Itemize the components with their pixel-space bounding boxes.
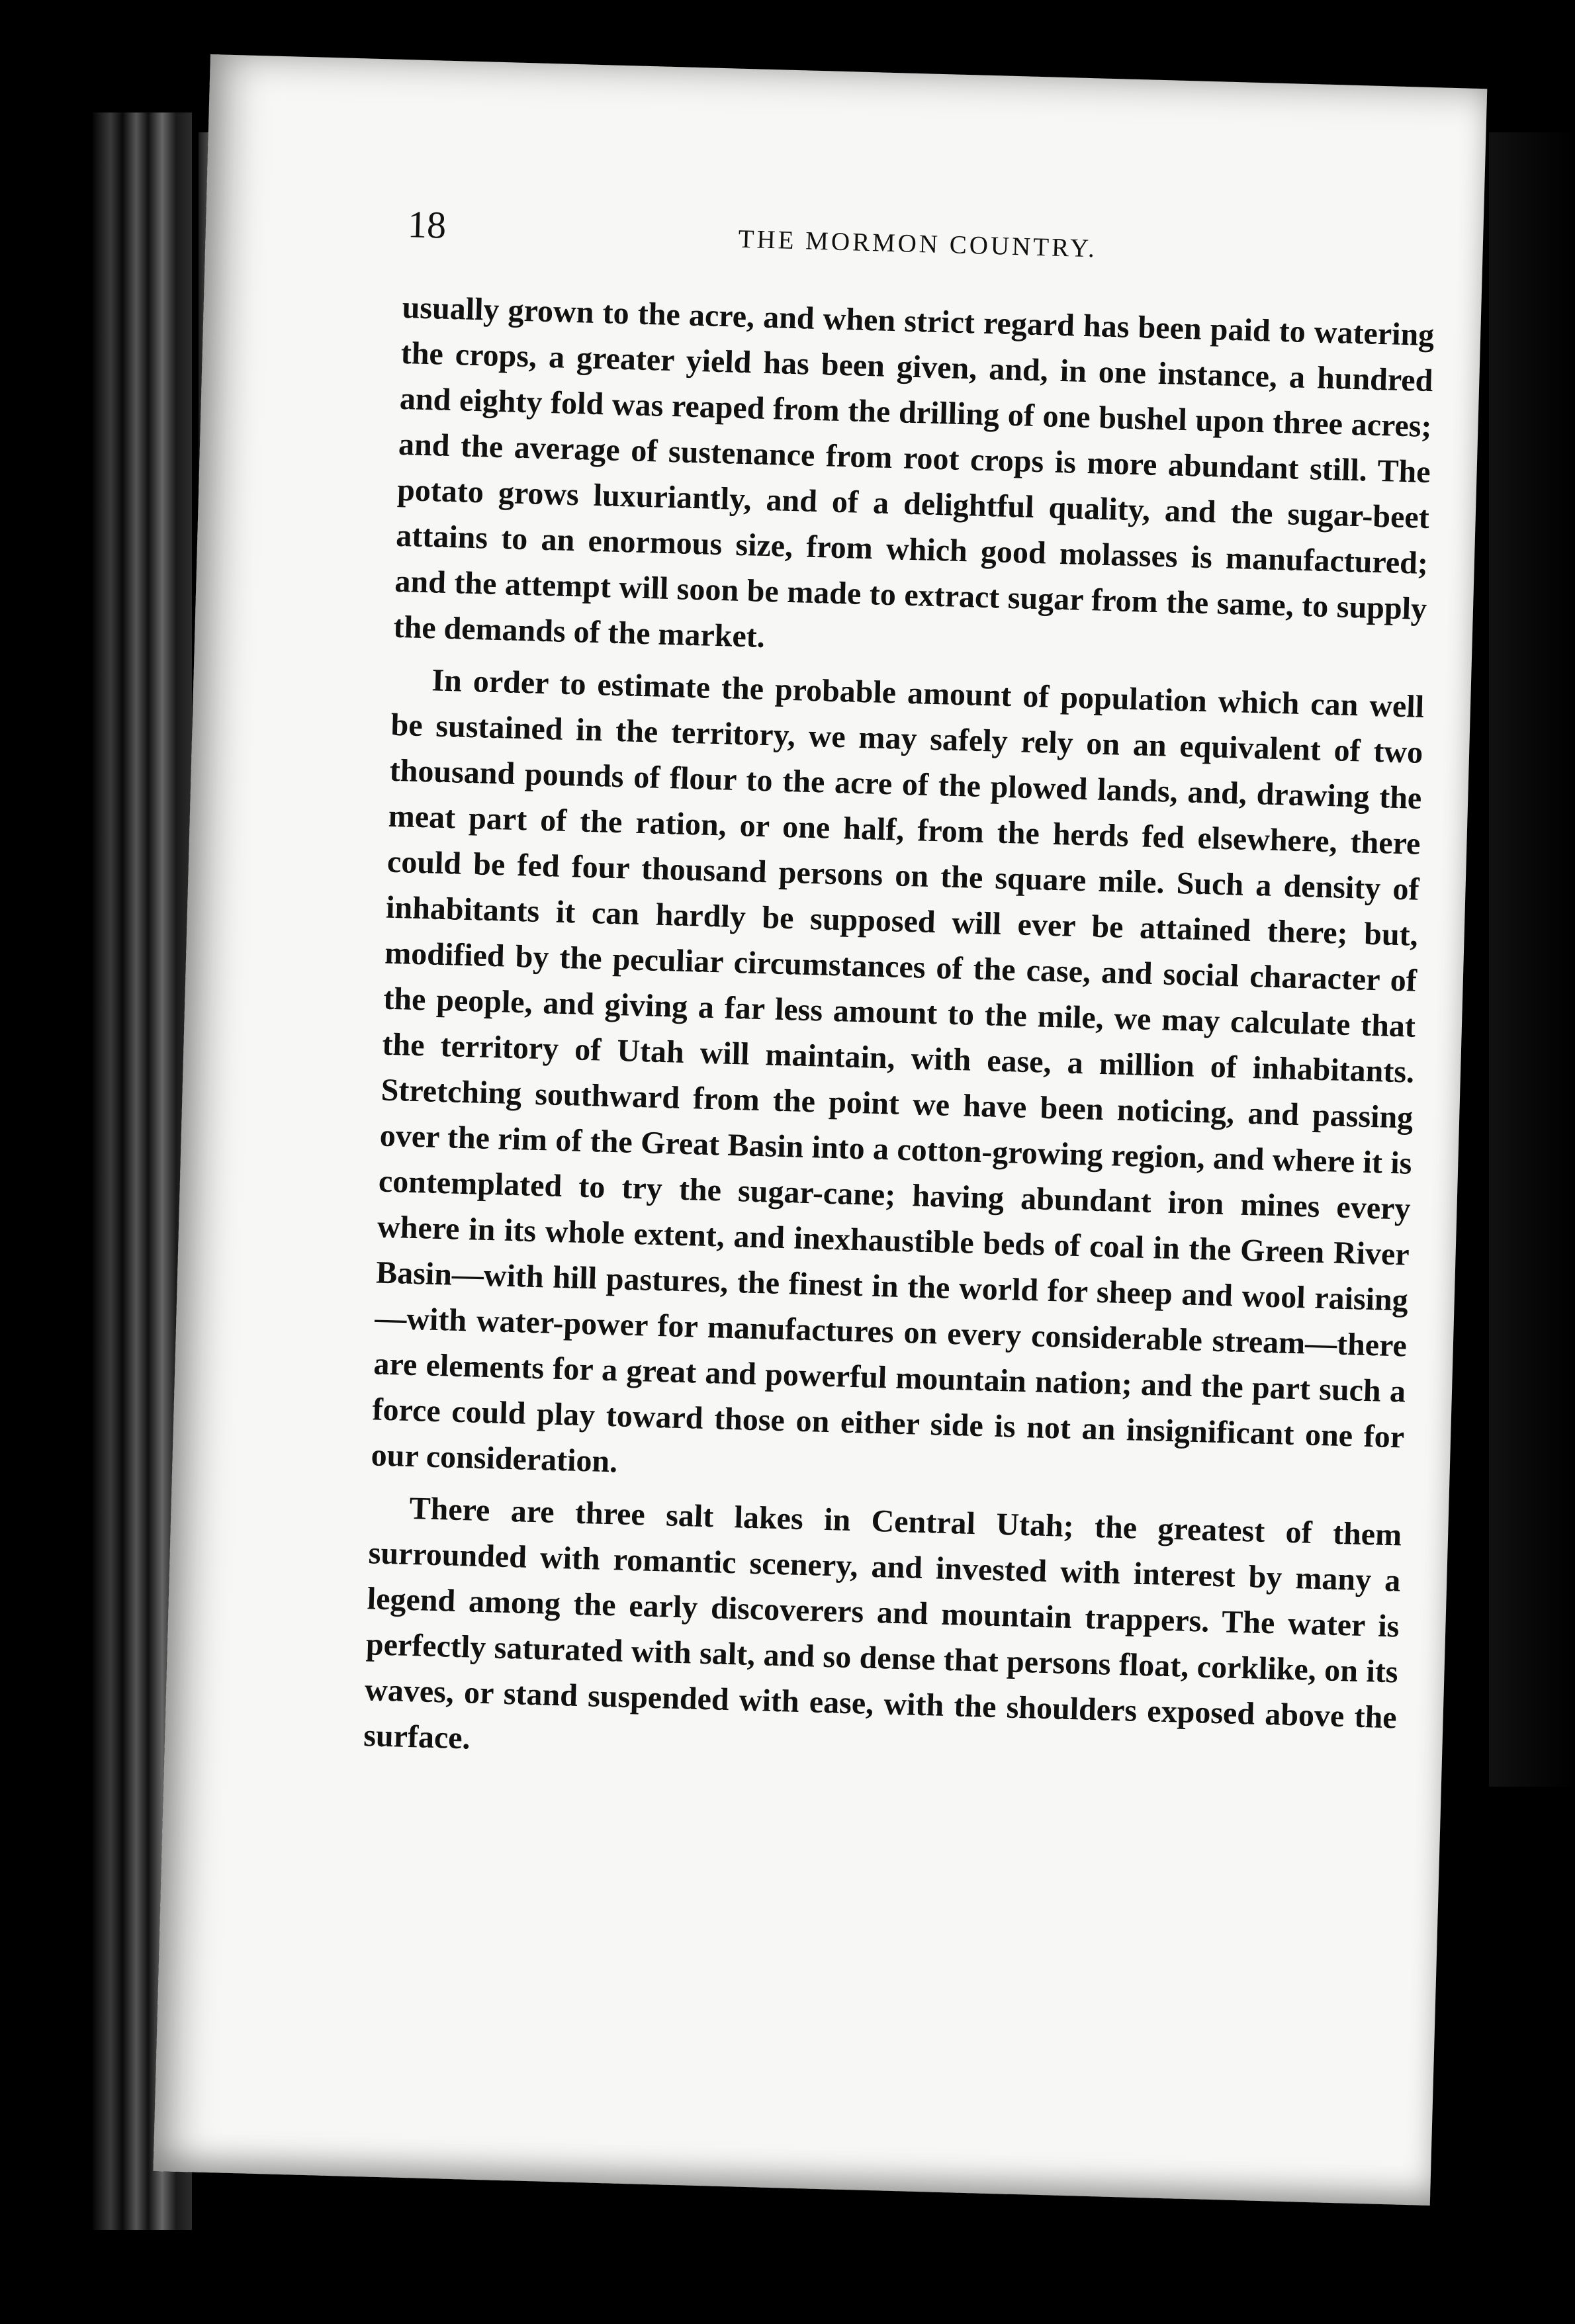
page-right-edge-shadow <box>1489 132 1575 1787</box>
paragraph-1: usually grown to the acre, and when strict regard has been paid to watering the crops, a greater yield has been given, and, in one instance, a hundred and eighty fold was reaped from the drilling of one bushel upon three acres; and the average of sustenance from root crops is more abundant still. The potato grows luxuriantly, and of a delightful quality, and the sugar-beet attains to an enormous size, from which good molasses is manufactured; and the attempt will soon be made to extract sugar from the same, to supply the demands of the market. <box>392 289 1435 654</box>
paragraph-2: In order to estimate the probable amount of population which can well be sustained in the territory, we may safely rely on an equivalent of two thousand pounds of flour to the acre of the plowed lands, and, drawing the meat part of the ration, or one half, from the herds fed elsewhere, there could be fed four thousand persons on the square mile. Such a density of inhabitants it can hardly be supposed will ever be attained there; but, modified by the peculiar circumstances of the case, and social character of the people, and giving a far less amount to the mile, we may calculate that the territory of Utah will maintain, with ease, a million of inhabitants. Stretching southward from the point we have been noticing, and passing over the rim of the Great Basin into a cotton-growing region, and where it is contemplated to try the sugar-cane; having abundant iron mines every where in its whole extent, and inexhaustible beds of coal in the Green River Basin—with hill pastures, the finest in the world for sheep and wool raising—with water-power for manufactures on every considerable stream—there are elements for a great and powerful mountain nation; and the part such a force could play toward those on either side is not an insignificant one for our consideration. <box>371 662 1425 1480</box>
book-page <box>153 54 1487 2206</box>
page-body-text <box>363 285 1435 1786</box>
paragraph-3: There are three salt lakes in Central Utah; the greatest of them surrounded with romantic scenery, and invested with interest by many a legend among the early discoverers and mountain trappers. The water is perfectly saturated with salt, and so dense that persons float, corklike, on its waves, or stand suspended with ease, with the shoulders exposed above the surface. <box>363 1490 1402 1756</box>
running-title: THE MORMON COUNTRY. <box>738 224 1098 263</box>
page-number: 18 <box>407 202 447 247</box>
